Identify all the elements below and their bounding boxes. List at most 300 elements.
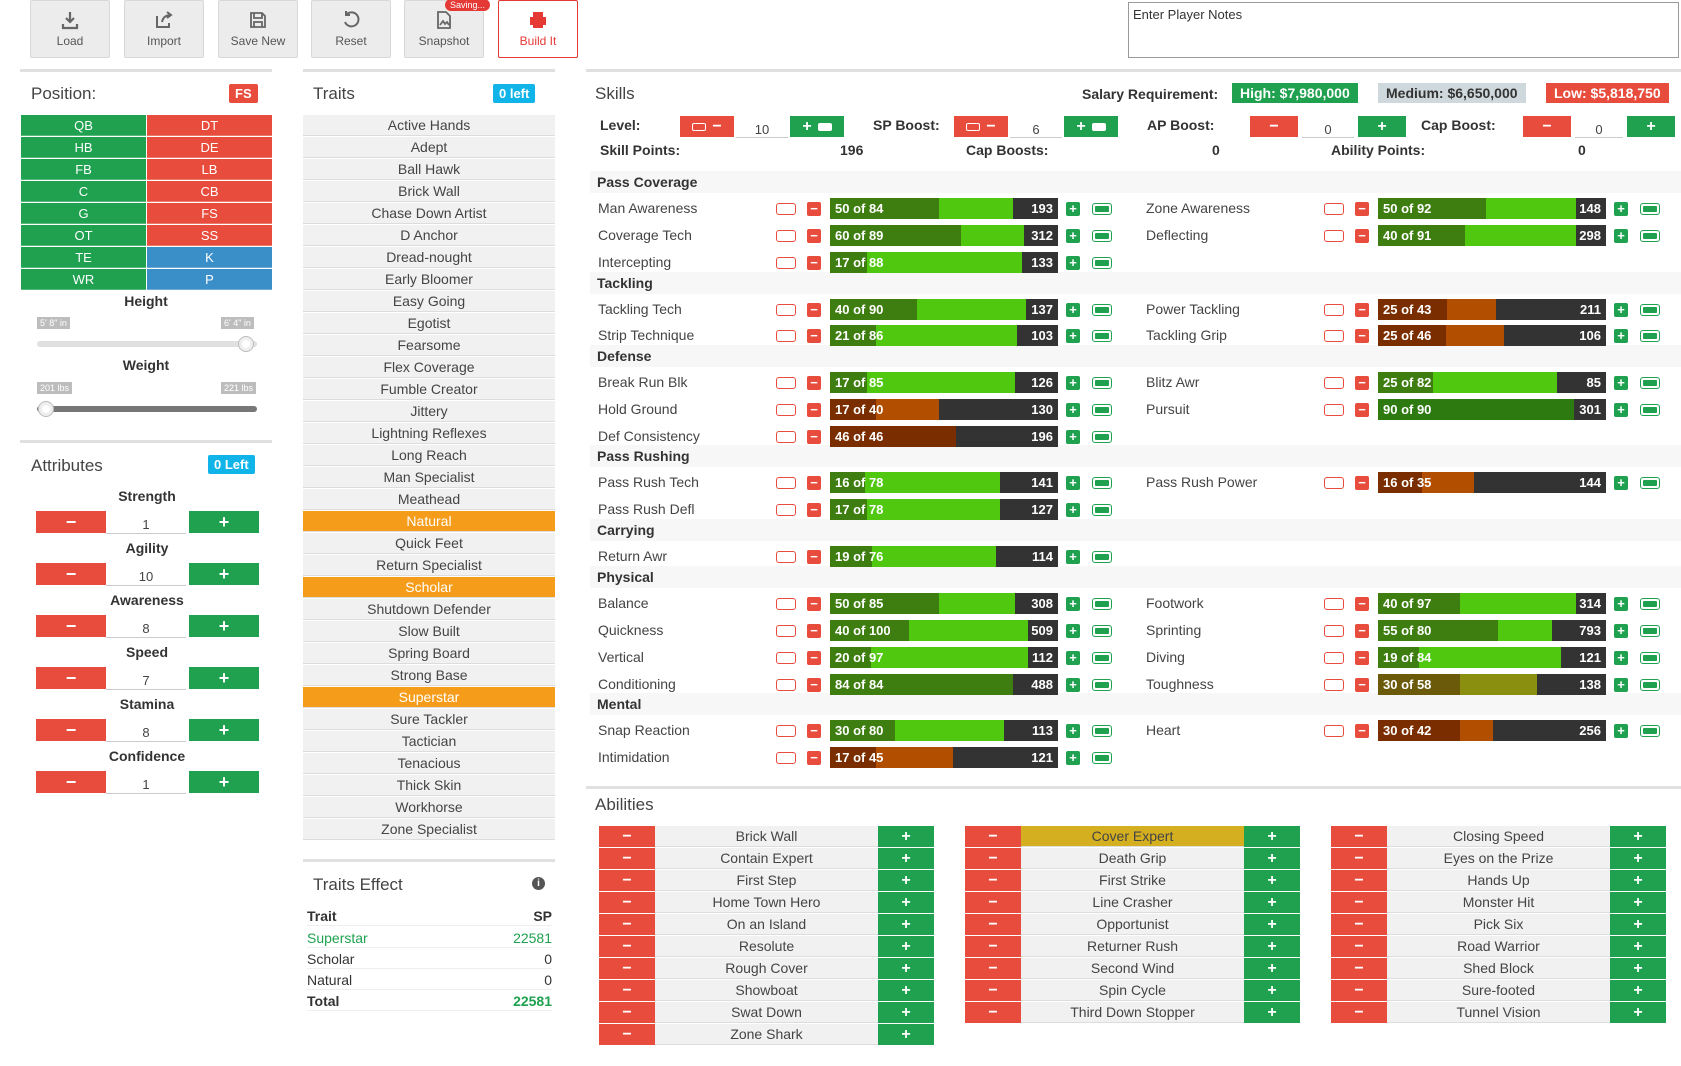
skill-increment-icon[interactable]: + xyxy=(1066,303,1080,317)
skill-increment-icon[interactable]: + xyxy=(1614,597,1628,611)
max-skill-icon[interactable] xyxy=(1092,752,1112,764)
ability-add-button[interactable]: + xyxy=(1244,936,1300,957)
max-skill-icon[interactable] xyxy=(1640,404,1660,416)
skill-decrement-icon[interactable]: − xyxy=(807,256,821,270)
min-skill-icon[interactable] xyxy=(776,203,796,215)
ability-add-button[interactable]: + xyxy=(1244,1002,1300,1023)
trait-natural[interactable]: Natural xyxy=(303,511,555,532)
ability-contain-expert[interactable]: Contain Expert xyxy=(655,848,878,869)
max-skill-icon[interactable] xyxy=(1092,304,1112,316)
min-skill-icon[interactable] xyxy=(1324,203,1344,215)
ability-remove-button[interactable]: − xyxy=(965,914,1021,935)
ability-pick-six[interactable]: Pick Six xyxy=(1387,914,1610,935)
min-skill-icon[interactable] xyxy=(776,257,796,269)
ability-remove-button[interactable]: − xyxy=(599,1024,655,1045)
skill-increment-icon[interactable]: + xyxy=(1066,229,1080,243)
ability-tunnel-vision[interactable]: Tunnel Vision xyxy=(1387,1002,1610,1023)
skill-increment-icon[interactable]: + xyxy=(1066,256,1080,270)
skill-decrement-icon[interactable]: − xyxy=(807,476,821,490)
ability-remove-button[interactable]: − xyxy=(599,1002,655,1023)
attribute-increment-button[interactable]: + xyxy=(189,771,259,793)
skill-increment-icon[interactable]: + xyxy=(1614,476,1628,490)
ability-remove-button[interactable]: − xyxy=(599,870,655,891)
ability-add-button[interactable]: + xyxy=(1610,848,1666,869)
cap-boost-decrement-button[interactable]: − xyxy=(1523,116,1571,137)
max-skill-icon[interactable] xyxy=(1640,598,1660,610)
skill-increment-icon[interactable]: + xyxy=(1066,651,1080,665)
level-decrement-button[interactable]: − xyxy=(680,116,734,137)
ability-add-button[interactable]: + xyxy=(1244,826,1300,847)
ability-remove-button[interactable]: − xyxy=(965,848,1021,869)
skill-level-text: 46 of 46 xyxy=(835,429,884,444)
trait-shutdown-defender[interactable]: Shutdown Defender xyxy=(303,599,555,620)
min-skill-icon[interactable] xyxy=(1324,477,1344,489)
position-cb[interactable]: CB xyxy=(147,181,272,202)
min-skill-icon[interactable] xyxy=(776,725,796,737)
cap-boost-increment-button[interactable]: + xyxy=(1627,116,1675,137)
position-p[interactable]: P xyxy=(147,269,272,290)
position-fb[interactable]: FB xyxy=(21,159,146,180)
ability-closing-speed[interactable]: Closing Speed xyxy=(1387,826,1610,847)
ability-remove-button[interactable]: − xyxy=(1331,1002,1387,1023)
ability-add-button[interactable]: + xyxy=(878,1002,934,1023)
skill-increment-icon[interactable]: + xyxy=(1066,430,1080,444)
ability-add-button[interactable]: + xyxy=(1244,892,1300,913)
skill-decrement-icon[interactable]: − xyxy=(1355,624,1369,638)
attribute-increment-button[interactable]: + xyxy=(189,511,259,533)
ability-brick-wall[interactable]: Brick Wall xyxy=(655,826,878,847)
height-slider-handle[interactable] xyxy=(238,336,254,352)
ability-add-button[interactable]: + xyxy=(878,892,934,913)
trait-active-hands[interactable]: Active Hands xyxy=(303,115,555,136)
min-skill-icon[interactable] xyxy=(776,477,796,489)
skill-increment-icon[interactable]: + xyxy=(1066,550,1080,564)
attribute-increment-button[interactable]: + xyxy=(189,719,259,741)
attribute-decrement-button[interactable]: − xyxy=(36,667,106,689)
trait-superstar[interactable]: Superstar xyxy=(303,687,555,708)
ability-remove-button[interactable]: − xyxy=(965,980,1021,1001)
level-increment-button[interactable]: + xyxy=(790,116,844,137)
position-ot[interactable]: OT xyxy=(21,225,146,246)
skill-decrement-icon[interactable]: − xyxy=(1355,229,1369,243)
ability-add-button[interactable]: + xyxy=(1610,914,1666,935)
trait-sure-tackler[interactable]: Sure Tackler xyxy=(303,709,555,730)
ability-remove-button[interactable]: − xyxy=(1331,892,1387,913)
trait-egotist[interactable]: Egotist xyxy=(303,313,555,334)
max-skill-icon[interactable] xyxy=(1640,477,1660,489)
player-notes-input[interactable] xyxy=(1128,2,1679,58)
trait-brick-wall[interactable]: Brick Wall xyxy=(303,181,555,202)
trait-tactician[interactable]: Tactician xyxy=(303,731,555,752)
ability-remove-button[interactable]: − xyxy=(965,826,1021,847)
trait-d-anchor[interactable]: D Anchor xyxy=(303,225,555,246)
skill-increment-icon[interactable]: + xyxy=(1066,202,1080,216)
trait-slow-built[interactable]: Slow Built xyxy=(303,621,555,642)
max-skill-icon[interactable] xyxy=(1092,404,1112,416)
attribute-increment-button[interactable]: + xyxy=(189,615,259,637)
skill-decrement-icon[interactable]: − xyxy=(807,229,821,243)
ability-add-button[interactable]: + xyxy=(1244,980,1300,1001)
ability-add-button[interactable]: + xyxy=(878,848,934,869)
skill-decrement-icon[interactable]: − xyxy=(1355,303,1369,317)
ability-eyes-on-the-prize[interactable]: Eyes on the Prize xyxy=(1387,848,1610,869)
ability-remove-button[interactable]: − xyxy=(599,892,655,913)
ability-add-button[interactable]: + xyxy=(878,936,934,957)
save-new-button[interactable] xyxy=(218,0,298,58)
trait-jittery[interactable]: Jittery xyxy=(303,401,555,422)
ability-showboat[interactable]: Showboat xyxy=(655,980,878,1001)
ability-add-button[interactable]: + xyxy=(1610,870,1666,891)
position-dt[interactable]: DT xyxy=(147,115,272,136)
skill-sp-cost: 127 xyxy=(1031,502,1053,517)
ability-add-button[interactable]: + xyxy=(878,958,934,979)
min-skill-icon[interactable] xyxy=(776,230,796,242)
max-skill-icon[interactable] xyxy=(1092,377,1112,389)
min-skill-icon[interactable] xyxy=(1324,230,1344,242)
ability-add-button[interactable]: + xyxy=(878,870,934,891)
position-c[interactable]: C xyxy=(21,181,146,202)
trait-spring-board[interactable]: Spring Board xyxy=(303,643,555,664)
max-skill-icon[interactable] xyxy=(1092,431,1112,443)
skill-increment-icon[interactable]: + xyxy=(1614,724,1628,738)
min-skill-icon[interactable] xyxy=(776,679,796,691)
skill-decrement-icon[interactable]: − xyxy=(807,403,821,417)
min-skill-icon[interactable] xyxy=(1324,377,1344,389)
trait-thick-skin[interactable]: Thick Skin xyxy=(303,775,555,796)
skill-sprinting-bar xyxy=(1378,620,1606,641)
max-skill-icon[interactable] xyxy=(1092,330,1112,342)
min-skill-icon[interactable] xyxy=(776,551,796,563)
max-skill-icon[interactable] xyxy=(1640,625,1660,637)
category-mental: Mental xyxy=(597,696,642,712)
min-skill-icon[interactable] xyxy=(776,304,796,316)
position-de[interactable]: DE xyxy=(147,137,272,158)
skill-decrement-icon[interactable]: − xyxy=(1355,202,1369,216)
min-skill-icon[interactable] xyxy=(1324,652,1344,664)
min-skill-icon[interactable] xyxy=(776,504,796,516)
skill-increment-icon[interactable]: + xyxy=(1066,624,1080,638)
skill-increment-icon[interactable]: + xyxy=(1066,678,1080,692)
ability-hands-up[interactable]: Hands Up xyxy=(1387,870,1610,891)
max-skill-icon[interactable] xyxy=(1640,304,1660,316)
skill-cap-fill xyxy=(876,747,953,768)
trait-chase-down-artist[interactable]: Chase Down Artist xyxy=(303,203,555,224)
ability-spin-cycle[interactable]: Spin Cycle xyxy=(1021,980,1244,1001)
min-skill-icon[interactable] xyxy=(1324,725,1344,737)
ap-boost-increment-button[interactable]: + xyxy=(1358,116,1406,137)
max-skill-icon[interactable] xyxy=(1092,598,1112,610)
ability-remove-button[interactable]: − xyxy=(965,958,1021,979)
min-skill-icon[interactable] xyxy=(1324,330,1344,342)
ability-opportunist[interactable]: Opportunist xyxy=(1021,914,1244,935)
ability-add-button[interactable]: + xyxy=(1610,1002,1666,1023)
ability-second-wind[interactable]: Second Wind xyxy=(1021,958,1244,979)
skill-level-text: 20 of 97 xyxy=(835,650,884,665)
sp-boost-increment-button[interactable]: + xyxy=(1064,116,1118,137)
trait-long-reach[interactable]: Long Reach xyxy=(303,445,555,466)
ability-first-step[interactable]: First Step xyxy=(655,870,878,891)
ability-cover-expert[interactable]: Cover Expert xyxy=(1021,826,1244,847)
ap-boost-decrement-button[interactable]: − xyxy=(1250,116,1298,137)
position-wr[interactable]: WR xyxy=(21,269,146,290)
min-skill-icon[interactable] xyxy=(1324,598,1344,610)
ability-remove-button[interactable]: − xyxy=(1331,826,1387,847)
max-skill-icon[interactable] xyxy=(1640,377,1660,389)
min-skill-icon[interactable] xyxy=(776,625,796,637)
info-icon[interactable]: i xyxy=(532,877,545,890)
skill-decrement-icon[interactable]: − xyxy=(1355,651,1369,665)
position-g[interactable]: G xyxy=(21,203,146,224)
max-skill-icon[interactable] xyxy=(1092,625,1112,637)
ability-remove-button[interactable]: − xyxy=(965,936,1021,957)
skill-decrement-icon[interactable]: − xyxy=(807,724,821,738)
skill-sp-cost: 130 xyxy=(1031,402,1053,417)
ability-remove-button[interactable]: − xyxy=(965,892,1021,913)
trait-return-specialist[interactable]: Return Specialist xyxy=(303,555,555,576)
skill-increment-icon[interactable]: + xyxy=(1066,329,1080,343)
position-hb[interactable]: HB xyxy=(21,137,146,158)
position-fs[interactable]: FS xyxy=(147,203,272,224)
min-skill-icon[interactable] xyxy=(1324,625,1344,637)
ability-add-button[interactable]: + xyxy=(878,980,934,1001)
attributes-left-badge: 0 Left xyxy=(208,455,255,474)
skill-increment-icon[interactable]: + xyxy=(1614,403,1628,417)
ability-sure-footed[interactable]: Sure-footed xyxy=(1387,980,1610,1001)
skill-decrement-icon[interactable]: − xyxy=(807,376,821,390)
ability-remove-button[interactable]: − xyxy=(1331,980,1387,1001)
attribute-decrement-button[interactable]: − xyxy=(36,719,106,741)
skill-decrement-icon[interactable]: − xyxy=(807,329,821,343)
min-skill-icon[interactable] xyxy=(1324,679,1344,691)
skill-decrement-icon[interactable]: − xyxy=(1355,597,1369,611)
ability-add-button[interactable]: + xyxy=(1244,870,1300,891)
skill-decrement-icon[interactable]: − xyxy=(807,430,821,444)
ability-add-button[interactable]: + xyxy=(1610,958,1666,979)
skill-increment-icon[interactable]: + xyxy=(1614,202,1628,216)
max-skill-icon[interactable] xyxy=(1092,477,1112,489)
skill-increment-icon[interactable]: + xyxy=(1614,229,1628,243)
ability-remove-button[interactable]: − xyxy=(599,936,655,957)
max-skill-icon[interactable] xyxy=(1092,551,1112,563)
skill-level-text: 40 of 91 xyxy=(1383,228,1432,243)
skill-decrement-icon[interactable]: − xyxy=(1355,476,1369,490)
min-skill-icon[interactable] xyxy=(776,404,796,416)
ability-line-crasher[interactable]: Line Crasher xyxy=(1021,892,1244,913)
position-lb[interactable]: LB xyxy=(147,159,272,180)
skill-decrement-icon[interactable]: − xyxy=(807,597,821,611)
ability-add-button[interactable]: + xyxy=(1244,958,1300,979)
import-button[interactable] xyxy=(124,0,204,58)
skill-decrement-icon[interactable]: − xyxy=(807,678,821,692)
trait-scholar[interactable]: Scholar xyxy=(303,577,555,598)
min-skill-icon[interactable] xyxy=(776,598,796,610)
max-skill-icon[interactable] xyxy=(1640,725,1660,737)
ability-returner-rush[interactable]: Returner Rush xyxy=(1021,936,1244,957)
build-it-button[interactable] xyxy=(498,0,578,58)
cap-boost-label: Cap Boost: xyxy=(1421,117,1496,133)
ability-swat-down[interactable]: Swat Down xyxy=(655,1002,878,1023)
ability-add-button[interactable]: + xyxy=(878,1024,934,1045)
position-ss[interactable]: SS xyxy=(147,225,272,246)
min-skill-icon[interactable] xyxy=(1324,404,1344,416)
ability-remove-button[interactable]: − xyxy=(965,870,1021,891)
ability-remove-button[interactable]: − xyxy=(965,1002,1021,1023)
min-skill-icon[interactable] xyxy=(776,652,796,664)
attribute-decrement-button[interactable]: − xyxy=(36,615,106,637)
attribute-increment-button[interactable]: + xyxy=(189,667,259,689)
trait-dread-nought[interactable]: Dread-nought xyxy=(303,247,555,268)
min-skill-icon[interactable] xyxy=(776,377,796,389)
skill-increment-icon[interactable]: + xyxy=(1066,403,1080,417)
ability-add-button[interactable]: + xyxy=(1610,980,1666,1001)
min-skill-icon[interactable] xyxy=(1324,304,1344,316)
trait-fearsome[interactable]: Fearsome xyxy=(303,335,555,356)
position-qb[interactable]: QB xyxy=(21,115,146,136)
skill-increment-icon[interactable]: + xyxy=(1614,624,1628,638)
trait-lightning-reflexes[interactable]: Lightning Reflexes xyxy=(303,423,555,444)
ability-spin-cycle-row xyxy=(965,980,1300,1001)
ability-add-button[interactable]: + xyxy=(1610,892,1666,913)
max-skill-icon[interactable] xyxy=(1640,679,1660,691)
max-skill-icon[interactable] xyxy=(1092,257,1112,269)
min-skill-icon[interactable] xyxy=(776,330,796,342)
skill-increment-icon[interactable]: + xyxy=(1614,678,1628,692)
max-skill-icon[interactable] xyxy=(1092,504,1112,516)
max-skill-icon[interactable] xyxy=(1092,652,1112,664)
ability-remove-button[interactable]: − xyxy=(599,848,655,869)
ability-add-button[interactable]: + xyxy=(1244,914,1300,935)
skill-decrement-icon[interactable]: − xyxy=(807,202,821,216)
trait-quick-feet[interactable]: Quick Feet xyxy=(303,533,555,554)
skill-decrement-icon[interactable]: − xyxy=(807,624,821,638)
traits-effect-title: Traits Effect xyxy=(313,875,403,894)
attribute-decrement-button[interactable]: − xyxy=(36,511,106,533)
ability-remove-button[interactable]: − xyxy=(1331,936,1387,957)
max-skill-icon[interactable] xyxy=(1092,725,1112,737)
ability-rough-cover[interactable]: Rough Cover xyxy=(655,958,878,979)
skill-increment-icon[interactable]: + xyxy=(1066,597,1080,611)
sp-boost-value: 6 xyxy=(1010,122,1062,138)
ability-remove-button[interactable]: − xyxy=(1331,958,1387,979)
ability-add-button[interactable]: + xyxy=(1610,826,1666,847)
max-skill-icon[interactable] xyxy=(1092,230,1112,242)
ability-add-button[interactable]: + xyxy=(878,914,934,935)
trait-workhorse[interactable]: Workhorse xyxy=(303,797,555,818)
skill-increment-icon[interactable]: + xyxy=(1614,303,1628,317)
skill-increment-icon[interactable]: + xyxy=(1066,376,1080,390)
skill-blitz-awr-label: Blitz Awr xyxy=(1146,374,1200,390)
trait-meathead[interactable]: Meathead xyxy=(303,489,555,510)
ability-resolute[interactable]: Resolute xyxy=(655,936,878,957)
ability-add-button[interactable]: + xyxy=(878,826,934,847)
trait-easy-going[interactable]: Easy Going xyxy=(303,291,555,312)
ability-on-an-island[interactable]: On an Island xyxy=(655,914,878,935)
skill-strip-technique-label: Strip Technique xyxy=(598,327,695,343)
ability-remove-button[interactable]: − xyxy=(599,826,655,847)
trait-early-bloomer[interactable]: Early Bloomer xyxy=(303,269,555,290)
ability-shed-block[interactable]: Shed Block xyxy=(1387,958,1610,979)
snapshot-button[interactable] xyxy=(404,0,484,58)
ability-remove-button[interactable]: − xyxy=(599,980,655,1001)
load-button[interactable] xyxy=(30,0,110,58)
sp-boost-decrement-button[interactable]: − xyxy=(954,116,1008,137)
ability-first-strike[interactable]: First Strike xyxy=(1021,870,1244,891)
skill-increment-icon[interactable]: + xyxy=(1614,376,1628,390)
position-k[interactable]: K xyxy=(147,247,272,268)
skill-increment-icon[interactable]: + xyxy=(1066,503,1080,517)
ability-monster-hit[interactable]: Monster Hit xyxy=(1387,892,1610,913)
skill-decrement-icon[interactable]: − xyxy=(807,503,821,517)
trait-ball-hawk[interactable]: Ball Hawk xyxy=(303,159,555,180)
skill-decrement-icon[interactable]: − xyxy=(807,550,821,564)
skills-panel-divider xyxy=(586,69,1681,72)
ability-road-warrior[interactable]: Road Warrior xyxy=(1387,936,1610,957)
skill-increment-icon[interactable]: + xyxy=(1066,476,1080,490)
ability-add-button[interactable]: + xyxy=(1244,848,1300,869)
skill-decrement-icon[interactable]: − xyxy=(807,651,821,665)
max-skill-icon[interactable] xyxy=(1640,330,1660,342)
trait-flex-coverage[interactable]: Flex Coverage xyxy=(303,357,555,378)
ability-add-button[interactable]: + xyxy=(1610,936,1666,957)
ability-death-grip[interactable]: Death Grip xyxy=(1021,848,1244,869)
max-skill-icon[interactable] xyxy=(1640,230,1660,242)
skill-increment-icon[interactable]: + xyxy=(1066,724,1080,738)
trait-strong-base[interactable]: Strong Base xyxy=(303,665,555,686)
trait-adept[interactable]: Adept xyxy=(303,137,555,158)
skill-decrement-icon[interactable]: − xyxy=(1355,403,1369,417)
skill-increment-icon[interactable]: + xyxy=(1614,651,1628,665)
ability-remove-button[interactable]: − xyxy=(599,914,655,935)
ability-remove-button[interactable]: − xyxy=(1331,914,1387,935)
attribute-decrement-button[interactable]: − xyxy=(36,563,106,585)
weight-slider-track[interactable] xyxy=(37,406,257,412)
skill-increment-icon[interactable]: + xyxy=(1614,329,1628,343)
skill-cap-fill xyxy=(1446,325,1504,346)
skill-decrement-icon[interactable]: − xyxy=(807,751,821,765)
skill-decrement-icon[interactable]: − xyxy=(1355,724,1369,738)
ability-remove-button[interactable]: − xyxy=(1331,870,1387,891)
attribute-increment-button[interactable]: + xyxy=(189,563,259,585)
reset-button[interactable] xyxy=(311,0,391,58)
ability-remove-button[interactable]: − xyxy=(599,958,655,979)
min-skill-icon[interactable] xyxy=(776,752,796,764)
position-te[interactable]: TE xyxy=(21,247,146,268)
trait-zone-specialist[interactable]: Zone Specialist xyxy=(303,819,555,840)
weight-slider-handle[interactable] xyxy=(38,401,54,417)
trait-tenacious[interactable]: Tenacious xyxy=(303,753,555,774)
max-skill-icon[interactable] xyxy=(1640,652,1660,664)
min-skill-icon[interactable] xyxy=(776,431,796,443)
skill-power-tackling-label: Power Tackling xyxy=(1146,301,1240,317)
skill-decrement-icon[interactable]: − xyxy=(1355,376,1369,390)
max-skill-icon[interactable] xyxy=(1640,203,1660,215)
trait-man-specialist[interactable]: Man Specialist xyxy=(303,467,555,488)
ability-third-down-stopper[interactable]: Third Down Stopper xyxy=(1021,1002,1244,1023)
attribute-decrement-button[interactable]: − xyxy=(36,771,106,793)
max-skill-icon[interactable] xyxy=(1092,203,1112,215)
skill-decrement-icon[interactable]: − xyxy=(1355,678,1369,692)
trait-fumble-creator[interactable]: Fumble Creator xyxy=(303,379,555,400)
skill-decrement-icon[interactable]: − xyxy=(1355,329,1369,343)
height-slider-track[interactable] xyxy=(37,341,257,347)
ability-remove-button[interactable]: − xyxy=(1331,848,1387,869)
ability-zone-shark[interactable]: Zone Shark xyxy=(655,1024,878,1045)
skill-decrement-icon[interactable]: − xyxy=(807,303,821,317)
ability-home-town-hero[interactable]: Home Town Hero xyxy=(655,892,878,913)
undo-icon xyxy=(341,10,361,30)
skill-increment-icon[interactable]: + xyxy=(1066,751,1080,765)
max-skill-icon[interactable] xyxy=(1092,679,1112,691)
